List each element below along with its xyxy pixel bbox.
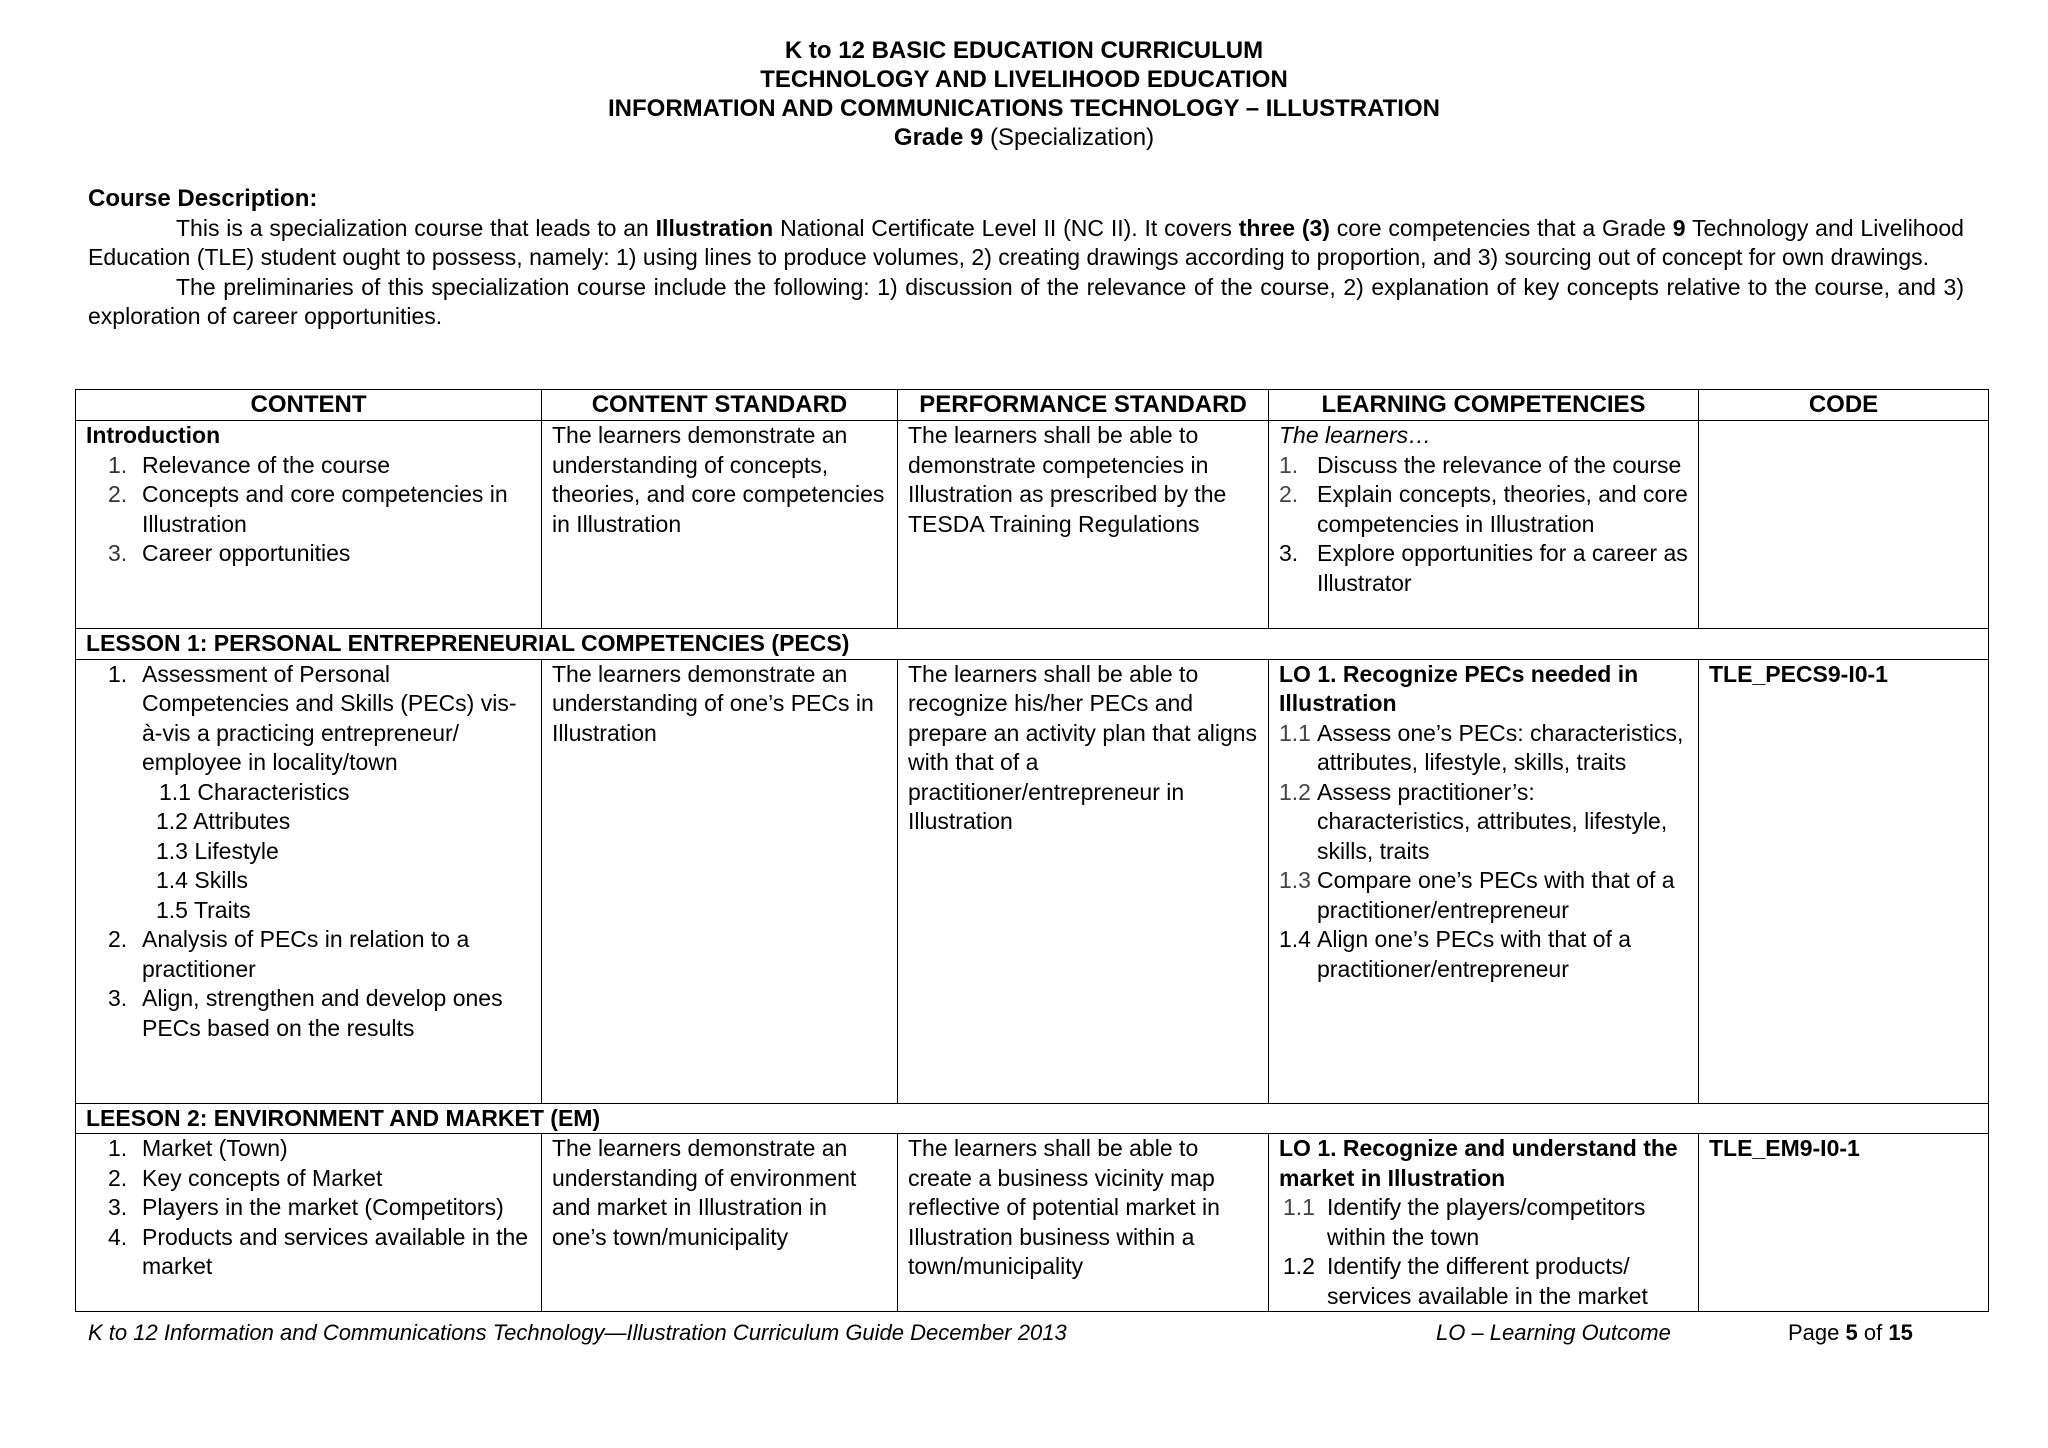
item-number: 3. — [108, 985, 128, 1011]
item-text: Explain concepts, theories, and core competencies in Illustration — [1317, 481, 1688, 537]
lesson-1-title: LESSON 1: PERSONAL ENTREPRENEURIAL COMPETENCIES (PECS) — [76, 629, 1989, 660]
list-item — [1279, 719, 1688, 778]
grade-note: (Specialization) — [989, 124, 1155, 151]
item-text: Assess one’s PECs: characteristics, attributes, lifestyle, skills, traits — [1317, 719, 1684, 775]
intro-content-standard: The learners demonstrate an understanding of concepts, theories, and core competencies in Illustration — [542, 421, 898, 629]
item-text: Identify the players/competitors within the town — [1327, 1194, 1646, 1250]
lesson-2-code: TLE_EM9-I0-1 — [1699, 1134, 1989, 1312]
lesson-2-performance-standard: The learners shall be able to create a business vicinity map reflective of potential market in Illustration business within a town/municipality — [898, 1134, 1269, 1312]
lesson-1-content-list — [86, 660, 531, 778]
intro-title: Introduction — [86, 422, 221, 448]
lesson-1-sub-list — [86, 778, 531, 926]
list-item — [86, 1193, 531, 1223]
lesson-1-title-row — [76, 629, 1989, 660]
header-content-standard: CONTENT STANDARD — [542, 390, 898, 421]
list-item — [1279, 925, 1688, 984]
course-description-paragraph-2: The preliminaries of this specialization course include the following: 1) discussion of the relevance of the course, 2) explanation of key concepts relative to the course, and 3) exploration of career opportunities. — [88, 273, 1964, 329]
lesson-1-performance-standard: The learners shall be able to recognize his/her PECs and prepare an activity plan that aligns with that of a practitioner/entrepreneur in Illustration — [898, 659, 1269, 1103]
item-text: Explore opportunities for a career as Illustrator — [1317, 540, 1688, 596]
header-line-3: INFORMATION AND COMMUNICATIONS TECHNOLOGY – ILLUSTRATION — [608, 95, 1440, 122]
footer-document-title: K to 12 Information and Communications Technology—Illustration Curriculum Guide December 2013 — [88, 1320, 1067, 1345]
item-text: Products and services available in the market — [142, 1223, 529, 1279]
list-item — [86, 451, 531, 481]
list-item — [1279, 451, 1688, 481]
intro-content-cell — [76, 421, 542, 629]
table-row-lesson-1 — [76, 659, 1989, 1103]
sub-item: 1.4 Skills — [156, 867, 249, 893]
page-number — [1788, 1318, 1913, 1348]
header-content: CONTENT — [76, 390, 542, 421]
lesson-1-content-standard: The learners demonstrate an understanding of one’s PECs in Illustration — [542, 659, 898, 1103]
item-number: 1.1 — [1283, 1194, 1315, 1220]
intro-competencies-list — [1279, 451, 1688, 599]
header-line-1: K to 12 BASIC EDUCATION CURRICULUM — [784, 37, 1264, 64]
lesson-2-content-standard: The learners demonstrate an understanding of environment and market in Illustration in one’s town/municipality — [542, 1134, 898, 1312]
item-text: Compare one’s PECs with that of a practitioner/entrepreneur — [1317, 867, 1675, 923]
item-text: Players in the market (Competitors) — [142, 1194, 504, 1220]
item-number: 1.2 — [1279, 778, 1311, 805]
item-number: 1. — [108, 451, 128, 478]
desc-text: core competencies that a Grade — [1329, 214, 1673, 241]
item-text: Analysis of PECs in relation to a practitioner — [142, 926, 470, 982]
item-number: 1.4 — [1279, 926, 1311, 952]
item-text: Align, strengthen and develop ones PECs based on the results — [142, 985, 503, 1041]
item-number: 1.3 — [1279, 867, 1311, 893]
list-item — [86, 480, 531, 539]
table-row-introduction — [76, 421, 1989, 629]
lesson-2-learning-outcome: LO 1. Recognize and understand the market in Illustration — [1279, 1135, 1678, 1191]
lesson-2-title: LEESON 2: ENVIRONMENT AND MARKET (EM) — [76, 1103, 1989, 1134]
sub-item: 1.3 Lifestyle — [156, 837, 279, 864]
header-learning-competencies: LEARNING COMPETENCIES — [1269, 390, 1699, 421]
lesson-1-code: TLE_PECS9-I0-1 — [1699, 659, 1989, 1103]
item-text: Assessment of Personal Competencies and Skills (PECs) vis-à-vis a practicing entrepreneur/ employee in locality/town — [142, 660, 517, 775]
list-item — [1279, 778, 1688, 867]
item-number: 2. — [108, 926, 128, 952]
intro-code — [1699, 421, 1989, 629]
list-item — [86, 925, 531, 984]
list-item — [86, 539, 531, 569]
desc-bold: 9 — [1672, 214, 1686, 241]
item-number: 3. — [108, 1194, 128, 1220]
desc-bold: Illustration — [655, 214, 774, 241]
desc-bold: three (3) — [1238, 214, 1330, 241]
item-number: 2. — [108, 481, 128, 507]
course-description — [88, 184, 1964, 332]
page-total: 15 — [1888, 1320, 1913, 1345]
item-number: 3. — [108, 540, 128, 566]
page-footer — [88, 1318, 1928, 1348]
item-text: Career opportunities — [142, 540, 351, 566]
lesson-2-content-list — [86, 1134, 531, 1282]
footer-legend: LO – Learning Outcome — [1436, 1320, 1671, 1345]
curriculum-table — [75, 389, 1989, 1312]
page-of-label: of — [1863, 1320, 1883, 1345]
sub-item: 1.5 Traits — [156, 896, 251, 923]
item-text: Discuss the relevance of the course — [1317, 451, 1682, 478]
lesson-1-learning-outcome: LO 1. Recognize PECs needed in Illustration — [1279, 660, 1639, 716]
lesson-2-title-row — [76, 1103, 1989, 1134]
sub-item: 1.2 Attributes — [156, 808, 291, 834]
desc-text: Technology and Livelihood Education (TLE) student ought to possess, namely: 1) using lines to produce volumes, 2) creating drawings according to proportion, and 3) sourcing out of concept for own drawings. — [88, 214, 1964, 270]
table-header-row — [76, 390, 1989, 421]
header-grade — [0, 123, 2048, 152]
competencies-lead: The learners… — [1279, 422, 1432, 448]
header-performance-standard: PERFORMANCE STANDARD — [898, 390, 1269, 421]
item-number: 1.2 — [1283, 1253, 1315, 1279]
intro-performance-standard: The learners shall be able to demonstrate competencies in Illustration as prescribed by the TESDA Training Regulations — [898, 421, 1269, 629]
item-number: 1. — [108, 1135, 128, 1161]
item-number: 2. — [108, 1164, 128, 1191]
list-item — [86, 660, 531, 778]
item-number: 3. — [1279, 540, 1299, 566]
list-item — [86, 1134, 531, 1164]
list-item — [1279, 539, 1688, 598]
item-text: Concepts and core competencies in Illustration — [142, 481, 508, 537]
desc-text: National Certificate Level II (NC II). It covers — [773, 214, 1239, 241]
list-item — [86, 1223, 531, 1282]
item-text: Identify the different products/ services available in the market — [1327, 1253, 1648, 1309]
list-item — [86, 984, 531, 1043]
list-item — [86, 1164, 531, 1194]
lesson-1-content-list-cont — [86, 925, 531, 1043]
course-description-paragraph-1 — [88, 214, 1964, 273]
desc-text: This is a specialization course that leads to an — [176, 214, 656, 241]
list-item — [1279, 1193, 1688, 1252]
page-current: 5 — [1845, 1320, 1858, 1345]
document-header — [0, 36, 2048, 152]
item-number: 1. — [108, 660, 128, 687]
list-item — [1279, 480, 1688, 539]
lesson-1-competencies-cell — [1269, 659, 1699, 1103]
lesson-1-content-cell — [76, 659, 542, 1103]
intro-content-list — [86, 451, 531, 569]
header-line-2: TECHNOLOGY AND LIVELIHOOD EDUCATION — [760, 66, 1288, 93]
list-item — [1279, 1252, 1688, 1311]
intro-competencies-cell — [1269, 421, 1699, 629]
item-text: Key concepts of Market — [142, 1164, 383, 1191]
lesson-2-content-cell — [76, 1134, 542, 1312]
item-number: 1. — [1279, 451, 1299, 478]
grade-label: Grade 9 — [893, 124, 984, 151]
table-row-lesson-2 — [76, 1134, 1989, 1312]
page-label: Page — [1788, 1320, 1840, 1345]
list-item — [1279, 866, 1688, 925]
item-text: Align one’s PECs with that of a practitioner/entrepreneur — [1317, 926, 1632, 982]
course-description-title: Course Description: — [88, 185, 318, 212]
lesson-2-competencies-list — [1279, 1193, 1688, 1311]
sub-item: 1.1 Characteristics — [159, 778, 350, 805]
header-code: CODE — [1699, 390, 1989, 421]
lesson-1-competencies-list — [1279, 719, 1688, 985]
item-number: 1.1 — [1279, 719, 1311, 746]
item-number: 4. — [108, 1223, 128, 1250]
lesson-2-competencies-cell — [1269, 1134, 1699, 1312]
item-text: Relevance of the course — [142, 451, 391, 478]
item-number: 2. — [1279, 481, 1299, 507]
item-text: Market (Town) — [142, 1135, 288, 1161]
item-text: Assess practitioner’s: characteristics, attributes, lifestyle, skills, traits — [1317, 778, 1668, 864]
